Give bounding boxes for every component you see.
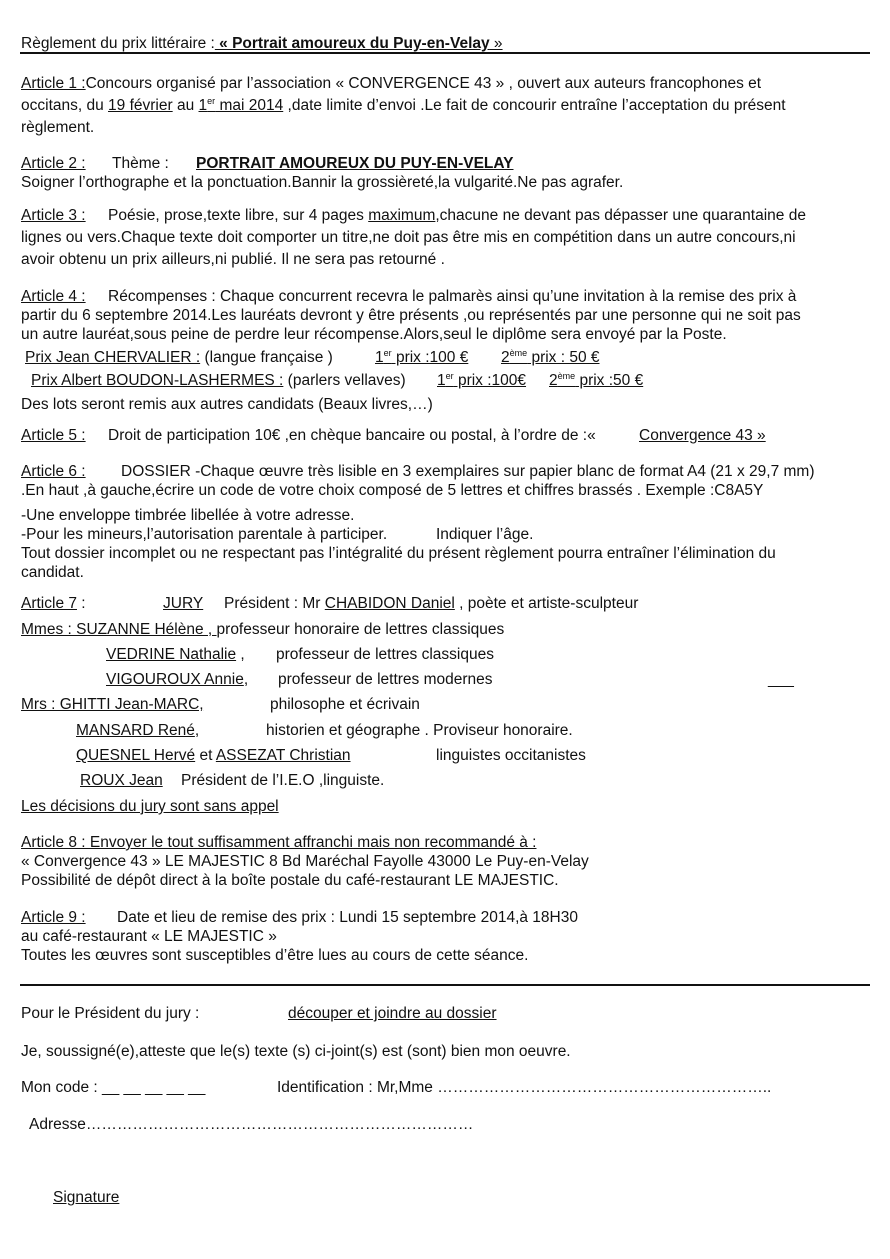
article-3-line-3: avoir obtenu un prix ailleurs,ni publié. Il ne sera pas retourné . <box>21 251 445 268</box>
article-1-text-2a: occitans, du <box>21 97 109 114</box>
article-1-text-1: Concours organisé par l’association « CONVERGENCE 43 » , ouvert aux auteurs francophones et <box>85 75 762 92</box>
prize-2-name-text: Prix Albert BOUDON-LASHERMES : <box>31 372 284 389</box>
identification-field[interactable]: Identification : Mr,Mme ……………………………………………………….. <box>277 1079 772 1096</box>
article-4-text-1: Récompenses : Chaque concurrent recevra le palmarès ainsi qu’une invitation à la remise des prix à <box>108 288 797 305</box>
article-3-line-2: lignes ou vers.Chaque texte doit comporter un titre,ne doit pas être mis en compétition dans un autre concours,ni <box>21 229 796 246</box>
mmes-label: Mmes : SUZANNE Hélène , <box>21 621 217 638</box>
article-5-label: Article 5 : <box>21 427 86 444</box>
article-5-payee <box>639 426 766 445</box>
signature-field[interactable] <box>53 1188 119 1207</box>
article-3-label: Article 3 : <box>21 207 86 224</box>
prize-2-second-sup: ème <box>557 371 576 381</box>
date-end-sup: er <box>207 96 216 106</box>
member-1-desc: professeur honoraire de lettres classiques <box>216 621 505 638</box>
member-r1-desc: philosophe et écrivain <box>270 696 420 713</box>
jury-president <box>224 594 638 613</box>
prize-1-name <box>25 348 333 367</box>
article-3-text-1b: ,chacune ne devant pas dépasser une quarantaine de <box>435 207 806 224</box>
article-6-line-4b: Indiquer l’âge. <box>436 526 534 543</box>
article-1-line-2 <box>21 96 786 115</box>
jury-heading <box>163 594 203 613</box>
president-label: Président : Mr <box>224 595 325 612</box>
title-suffix: » <box>489 35 503 52</box>
prize-1-second-sup: ème <box>509 348 528 358</box>
jury-mrs-line <box>21 695 204 714</box>
prize-2-second-num: 2 <box>549 372 558 389</box>
date-end <box>199 97 284 114</box>
member-r4-name: ROUX Jean <box>80 772 163 789</box>
prize-2-lang: (parlers vellaves) <box>283 372 406 389</box>
prize-1-first-num: 1 <box>375 349 384 366</box>
date-start: 19 février <box>108 97 173 114</box>
article-1-text-2b: au <box>172 97 199 114</box>
code-field[interactable]: Mon code : __ __ __ __ __ <box>21 1079 206 1096</box>
article-3-text-1a: Poésie, prose,texte libre, sur 4 pages <box>108 207 369 224</box>
article-6-line-1: DOSSIER -Chaque œuvre très lisible en 3 exemplaires sur papier blanc de format A4 (21 x 29,7 mm) <box>121 463 815 480</box>
article-6-line-3: -Une enveloppe timbrée libellée à votre adresse. <box>21 507 355 524</box>
member-r3-desc: linguistes occitanistes <box>436 747 586 764</box>
mrs-label: Mrs : GHITTI Jean-MARC, <box>21 696 204 713</box>
for-president-label: Pour le Président du jury : <box>21 1005 200 1022</box>
jury-member-2 <box>106 645 245 664</box>
prize-1-second-num: 2 <box>501 349 510 366</box>
member-3-desc: professeur de lettres modernes <box>278 671 493 688</box>
prize-2-first-sup: er <box>445 371 454 381</box>
article-3-text-1 <box>108 206 806 225</box>
article-8-line-3: Possibilité de dépôt direct à la boîte postale du café-restaurant LE MAJESTIC. <box>21 872 559 889</box>
member-3-tail: ___ <box>768 671 794 688</box>
president-name: CHABIDON Daniel <box>324 595 455 612</box>
date-end-day: 1 <box>198 97 208 114</box>
article-9-line-2: au café-restaurant « LE MAJESTIC » <box>21 928 277 945</box>
attestation-text: Je, soussigné(e),atteste que le(s) texte (s) ci-joint(s) est (sont) bien mon oeuvre. <box>21 1043 571 1060</box>
member-r3-name: QUESNEL Hervé <box>76 747 196 764</box>
article-6-line-6: candidat. <box>21 564 84 581</box>
theme-text: PORTRAIT AMOUREUX DU PUY-EN-VELAY <box>196 155 514 172</box>
member-r2-sep: , <box>194 722 200 739</box>
article-7-label: Article 7 <box>21 595 77 612</box>
member-r3-name2: ASSEZAT Christian <box>215 747 351 764</box>
prize-1-name-text: Prix Jean CHERVALIER : <box>25 349 201 366</box>
signature-label: Signature <box>53 1189 120 1206</box>
article-3-line-1 <box>21 206 86 225</box>
theme-value <box>196 154 514 173</box>
article-4-lots: Des lots seront remis aux autres candidats (Beaux livres,…) <box>21 396 433 413</box>
cut-join-note <box>288 1004 497 1023</box>
article-6-line-2: .En haut ,à gauche,écrire un code de votre choix composé de 5 lettres et chiffres brassés . Exemple :C8A5Y <box>21 482 764 499</box>
member-r4-desc: Président de l’I.E.O ,linguiste. <box>181 772 385 789</box>
article-9-line-1: Date et lieu de remise des prix : Lundi 15 septembre 2014,à 18H30 <box>117 909 578 926</box>
article-1-label: Article 1 : <box>21 75 86 92</box>
article-9-label: Article 9 : <box>21 909 86 926</box>
article-8-line-2: « Convergence 43 » LE MAJESTIC 8 Bd Maréchal Fayolle 43000 Le Puy-en-Velay <box>21 853 589 870</box>
member-2-desc: professeur de lettres classiques <box>276 646 494 663</box>
page-title <box>21 34 503 53</box>
member-r2-name: MANSARD René <box>76 722 195 739</box>
cut-divider <box>20 984 870 986</box>
article-1-line-3: règlement. <box>21 119 95 136</box>
article-8-line-1 <box>21 833 536 852</box>
prize-2-name <box>31 371 406 390</box>
decision-text: Les décisions du jury sont sans appel <box>21 798 279 815</box>
article-3-maximum: maximum <box>368 207 436 224</box>
prize-1-first <box>375 348 468 367</box>
header-divider <box>20 52 870 54</box>
article-2-line-2: Soigner l’orthographe et la ponctuation.Bannir la grossièreté,la vulgarité.Ne pas agrafer. <box>21 174 624 191</box>
member-2-sep: , <box>236 646 245 663</box>
payee-text: Convergence 43 » <box>639 427 766 444</box>
article-2-line-1 <box>21 154 86 173</box>
article-9-label-line <box>21 908 86 927</box>
title-prefix: Règlement du prix littéraire : <box>21 35 215 52</box>
article-7-label-line <box>21 594 86 613</box>
article-9-line-3: Toutes les œuvres sont susceptibles d’être lues au cours de cette séance. <box>21 947 529 964</box>
article-5-text: Droit de participation 10€ ,en chèque bancaire ou postal, à l’ordre de :« <box>108 427 596 444</box>
prize-2-first <box>437 371 526 390</box>
president-desc: , poète et artiste-sculpteur <box>454 595 639 612</box>
address-field[interactable]: Adresse………………………………………………………………… <box>29 1116 474 1133</box>
jury-member-r2 <box>76 721 199 740</box>
article-4-label: Article 4 : <box>21 288 86 305</box>
prize-2-first-num: 1 <box>437 372 446 389</box>
jury-text: JURY <box>163 595 204 612</box>
prize-1-lang: (langue française ) <box>200 349 333 366</box>
article-1-line-1 <box>21 74 761 93</box>
member-r3-and: et <box>195 747 216 764</box>
prize-1-second-rest: prix : 50 € <box>527 349 600 366</box>
date-end-rest: mai 2014 <box>215 97 284 114</box>
article-6-line-4a: -Pour les mineurs,l’autorisation parentale à participer. <box>21 526 388 543</box>
article-5-label-line <box>21 426 86 445</box>
jury-member-r4 <box>80 771 163 790</box>
member-3-sep: , <box>243 671 249 688</box>
jury-member-r3 <box>76 746 351 765</box>
article-6-line-5: Tout dossier incomplet ou ne respectant pas l’intégralité du présent règlement pourra entraîner l’élimination du <box>21 545 776 562</box>
prize-1-first-rest: prix :100 € <box>391 349 469 366</box>
jury-decision <box>21 797 279 816</box>
prize-2-second <box>549 371 643 390</box>
prize-2-second-rest: prix :50 € <box>575 372 644 389</box>
article-4-line-2: partir du 6 septembre 2014.Les lauréats devront y être présents ,ou représentés par une personne qui ne soit pas <box>21 307 801 324</box>
article-8-label: Article 8 : Envoyer le tout suffisamment affranchi mais non recommandé à : <box>21 834 537 851</box>
member-r2-desc: historien et géographe . Proviseur honoraire. <box>266 722 573 739</box>
article-6-label: Article 6 : <box>21 463 86 480</box>
theme-label: Thème : <box>112 155 169 172</box>
article-6-label-line <box>21 462 86 481</box>
prize-1-second <box>501 348 600 367</box>
cut-join-text: découper et joindre au dossier <box>288 1005 497 1022</box>
article-1-text-2c: ,date limite d’envoi .Le fait de concourir entraîne l’acceptation du présent <box>283 97 786 114</box>
member-3-name: VIGOUROUX Annie <box>106 671 244 688</box>
contest-title: « Portrait amoureux du Puy-en-Velay <box>214 35 490 52</box>
article-7-colon: : <box>77 595 86 612</box>
article-4-line-1 <box>21 287 86 306</box>
member-2-name: VEDRINE Nathalie <box>106 646 237 663</box>
jury-member-3 <box>106 670 248 689</box>
prize-2-first-rest: prix :100€ <box>453 372 527 389</box>
article-2-label: Article 2 : <box>21 155 86 172</box>
jury-mmes-line <box>21 620 504 639</box>
article-4-line-3: un autre lauréat,sous peine de perdre leur récompense.Alors,seul le diplôme sera envoyé par la Poste. <box>21 326 727 343</box>
prize-1-first-sup: er <box>383 348 392 358</box>
